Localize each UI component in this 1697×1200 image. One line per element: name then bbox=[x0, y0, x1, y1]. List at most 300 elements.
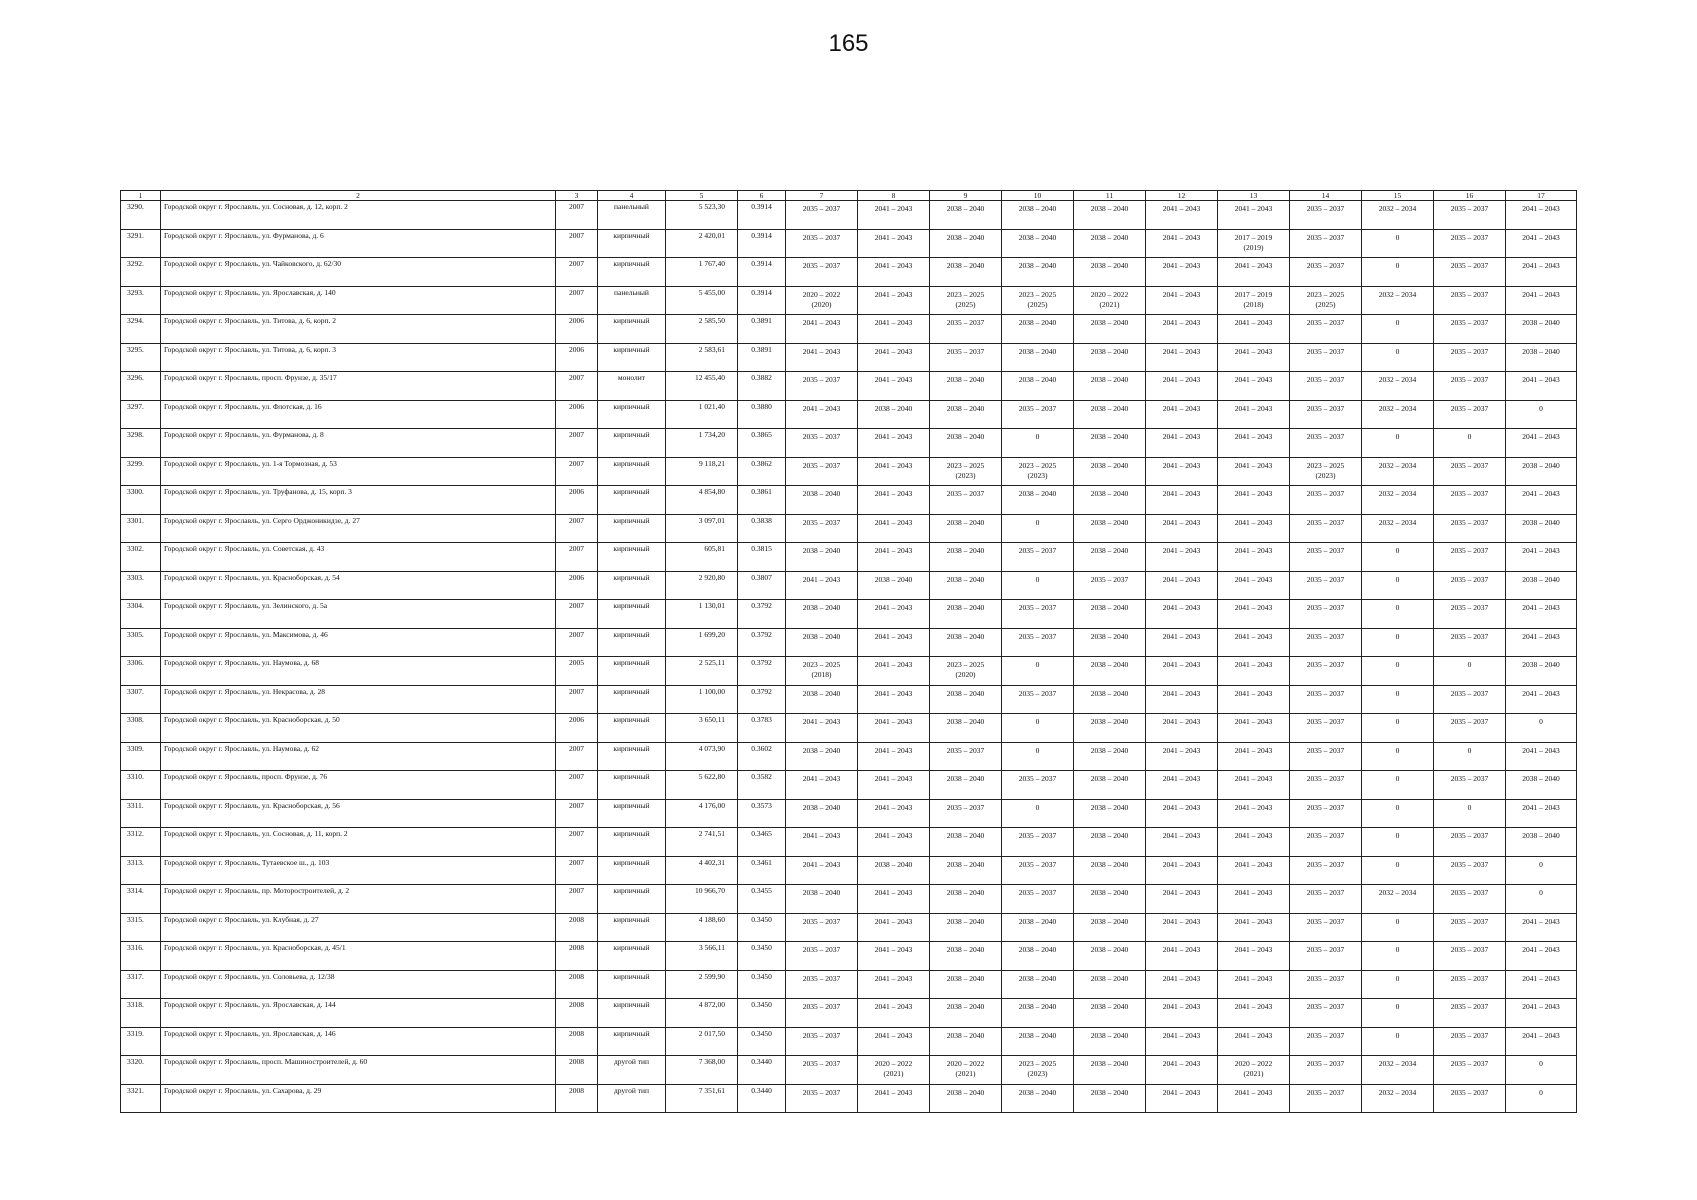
repair-period-value: 0 bbox=[1395, 916, 1400, 926]
repair-period-value: 2032 – 2034 bbox=[1378, 375, 1417, 384]
repair-period-cell bbox=[1218, 1084, 1290, 1113]
repair-period-cell bbox=[1434, 486, 1506, 515]
repair-period-value: 2041 – 2043 bbox=[1162, 774, 1201, 783]
repair-period-cell bbox=[1506, 742, 1577, 771]
repair-period-cell bbox=[1002, 258, 1074, 287]
year-cell: 2007 bbox=[556, 685, 598, 714]
repair-period-cell bbox=[1002, 343, 1074, 372]
repair-period-value: 2035 – 2037 bbox=[1018, 603, 1057, 612]
repair-period-cell bbox=[786, 429, 858, 458]
column-number-header: 5 bbox=[666, 191, 738, 201]
wall-material-cell: кирпичный bbox=[598, 600, 666, 629]
repair-period-value: 2041 – 2043 bbox=[1162, 546, 1201, 555]
repair-period-cell bbox=[1506, 1027, 1577, 1056]
repair-period-value: 2041 – 2043 bbox=[1522, 945, 1560, 954]
repair-period-cell bbox=[1362, 201, 1434, 230]
repair-period-value: 2038 – 2040 bbox=[1522, 517, 1560, 527]
repair-period-cell bbox=[1002, 486, 1074, 515]
wear-coefficient-cell: 0.3882 bbox=[738, 372, 786, 401]
repair-period-cell bbox=[1002, 1084, 1074, 1113]
wear-coefficient-cell: 0.3450 bbox=[738, 942, 786, 971]
wall-material-cell: кирпичный bbox=[598, 343, 666, 372]
repair-period-value: 2038 – 2040 bbox=[1522, 660, 1560, 669]
area-cell: 2 599,90 bbox=[666, 970, 738, 999]
repair-period-value: 2038 – 2040 bbox=[1090, 546, 1129, 555]
repair-period-cell bbox=[858, 742, 930, 771]
repair-period-value: 2032 – 2034 bbox=[1378, 204, 1417, 213]
repair-period-value: 2035 – 2037 bbox=[802, 1030, 841, 1040]
repair-period-value: 2038 – 2040 bbox=[946, 859, 985, 869]
repair-period-cell bbox=[858, 1084, 930, 1113]
repair-period-cell bbox=[1290, 885, 1362, 914]
repair-period-value: 2041 – 2043 bbox=[1234, 945, 1273, 954]
repair-period-cell bbox=[786, 600, 858, 629]
table-row bbox=[121, 457, 1577, 486]
repair-period-cell bbox=[1506, 1084, 1577, 1113]
repair-period-cell bbox=[1218, 286, 1290, 315]
repair-period-value: 2020 – 2022 bbox=[946, 1059, 985, 1068]
repair-period-value: 2041 – 2043 bbox=[1162, 802, 1201, 812]
wall-material-cell: кирпичный bbox=[598, 429, 666, 458]
area-cell: 3 097,01 bbox=[666, 514, 738, 543]
repair-period-value: 2041 – 2043 bbox=[1162, 1059, 1201, 1068]
repair-period-value: 2035 – 2037 bbox=[1018, 831, 1057, 840]
repair-period-value: 2041 – 2043 bbox=[1522, 232, 1560, 242]
repair-period-value: 2038 – 2040 bbox=[946, 546, 985, 555]
repair-period-value: 2038 – 2040 bbox=[1090, 375, 1129, 384]
repair-period-cell bbox=[1290, 229, 1362, 258]
repair-period-cell bbox=[786, 258, 858, 287]
repair-period-value: 0 bbox=[1035, 717, 1040, 726]
repair-period-cell bbox=[1362, 856, 1434, 885]
repair-period-cell bbox=[1362, 628, 1434, 657]
address-cell: Городской округ г. Ярославль, ул. Серго Орджоникидзе, д. 27 bbox=[161, 514, 556, 543]
repair-period-value: 2041 – 2043 bbox=[1234, 831, 1273, 840]
repair-period-cell bbox=[858, 1027, 930, 1056]
repair-period-value: 2035 – 2037 bbox=[946, 489, 985, 498]
repair-period-cell bbox=[1146, 999, 1218, 1028]
repair-period-value: 2041 – 2043 bbox=[874, 745, 913, 755]
repair-period-cell bbox=[1218, 201, 1290, 230]
wall-material-cell: кирпичный bbox=[598, 856, 666, 885]
repair-period-cell bbox=[930, 372, 1002, 401]
repair-period-cell bbox=[1002, 1027, 1074, 1056]
actual-repair-year: (2020) bbox=[955, 670, 976, 679]
repair-period-cell bbox=[1074, 1027, 1146, 1056]
repair-period-cell bbox=[1218, 942, 1290, 971]
repair-period-cell bbox=[1434, 258, 1506, 287]
wear-coefficient-cell: 0.3783 bbox=[738, 714, 786, 743]
wall-material-cell: кирпичный bbox=[598, 799, 666, 828]
repair-period-value: 2035 – 2037 bbox=[1306, 631, 1345, 641]
repair-period-value: 2035 – 2037 bbox=[1450, 631, 1489, 641]
repair-period-value: 2035 – 2037 bbox=[1450, 831, 1489, 840]
repair-period-value: 2038 – 2040 bbox=[1018, 1087, 1057, 1097]
repair-period-value: 2041 – 2043 bbox=[1234, 318, 1273, 327]
repair-period-cell bbox=[1290, 913, 1362, 942]
repair-period-cell bbox=[1218, 600, 1290, 629]
repair-period-value: 2035 – 2037 bbox=[1450, 1059, 1489, 1068]
repair-period-cell bbox=[786, 913, 858, 942]
repair-period-cell bbox=[1074, 942, 1146, 971]
repair-period-cell bbox=[1218, 685, 1290, 714]
table-row bbox=[121, 799, 1577, 828]
repair-period-value: 2038 – 2040 bbox=[1522, 346, 1560, 356]
repair-period-cell bbox=[858, 771, 930, 800]
year-cell: 2007 bbox=[556, 828, 598, 857]
table-row bbox=[121, 343, 1577, 372]
repair-period-cell bbox=[858, 885, 930, 914]
repair-period-value: 2041 – 2043 bbox=[802, 318, 841, 327]
repair-period-cell bbox=[1434, 913, 1506, 942]
repair-period-cell bbox=[1506, 258, 1577, 287]
repair-period-value: 2041 – 2043 bbox=[874, 774, 913, 783]
repair-period-cell bbox=[1362, 286, 1434, 315]
repair-period-cell bbox=[1362, 315, 1434, 344]
repair-period-cell bbox=[930, 913, 1002, 942]
repair-period-value: 2038 – 2040 bbox=[946, 945, 985, 954]
repair-period-cell bbox=[1290, 856, 1362, 885]
repair-period-cell bbox=[1074, 742, 1146, 771]
repair-period-value: 2035 – 2037 bbox=[1306, 831, 1345, 840]
area-cell: 3 650,11 bbox=[666, 714, 738, 743]
repair-period-value: 2035 – 2037 bbox=[946, 745, 985, 755]
area-cell: 10 966,70 bbox=[666, 885, 738, 914]
year-cell: 2007 bbox=[556, 600, 598, 629]
repair-period-cell bbox=[1506, 628, 1577, 657]
repair-period-value: 0 bbox=[1395, 1030, 1400, 1040]
table-row bbox=[121, 742, 1577, 771]
table-row bbox=[121, 1056, 1577, 1085]
area-cell: 1 699,20 bbox=[666, 628, 738, 657]
repair-period-cell bbox=[1074, 970, 1146, 999]
year-cell: 2007 bbox=[556, 628, 598, 657]
repair-period-value: 2041 – 2043 bbox=[1522, 916, 1560, 926]
repair-period-value: 2041 – 2043 bbox=[874, 318, 913, 327]
actual-repair-year: (2021) bbox=[1099, 299, 1120, 309]
repair-period-cell bbox=[1362, 543, 1434, 572]
repair-period-cell bbox=[1146, 514, 1218, 543]
repair-period-cell bbox=[1362, 229, 1434, 258]
address-cell: Городской округ г. Ярославль, ул. Клубная, д. 27 bbox=[161, 913, 556, 942]
repair-period-cell bbox=[1146, 885, 1218, 914]
repair-period-value: 2038 – 2040 bbox=[802, 489, 841, 498]
repair-period-value: 2041 – 2043 bbox=[1234, 916, 1273, 926]
repair-period-cell bbox=[1218, 514, 1290, 543]
repair-period-cell bbox=[1290, 685, 1362, 714]
repair-period-cell bbox=[1074, 201, 1146, 230]
wall-material-cell: кирпичный bbox=[598, 885, 666, 914]
table-row bbox=[121, 1027, 1577, 1056]
repair-period-value: 2041 – 2043 bbox=[1522, 1030, 1560, 1040]
repair-period-cell bbox=[1002, 913, 1074, 942]
repair-period-value: 2035 – 2037 bbox=[946, 318, 985, 327]
row-number-cell: 3312. bbox=[121, 828, 161, 857]
address-cell: Городской округ г. Ярославль, просп. Машиностроителей, д. 60 bbox=[161, 1056, 556, 1085]
wear-coefficient-cell: 0.3792 bbox=[738, 628, 786, 657]
repair-period-value: 2038 – 2040 bbox=[1090, 1002, 1129, 1011]
repair-period-value: 2035 – 2037 bbox=[1306, 318, 1345, 327]
repair-period-value: 2041 – 2043 bbox=[1162, 916, 1201, 926]
repair-period-cell bbox=[1506, 942, 1577, 971]
column-number-header: 4 bbox=[598, 191, 666, 201]
wall-material-cell: кирпичный bbox=[598, 571, 666, 600]
repair-period-value: 2041 – 2043 bbox=[1522, 375, 1560, 384]
repair-period-cell bbox=[1146, 229, 1218, 258]
repair-period-value: 2038 – 2040 bbox=[1090, 204, 1129, 213]
wall-material-cell: панельный bbox=[598, 201, 666, 230]
repair-period-cell bbox=[1002, 714, 1074, 743]
address-cell: Городской округ г. Ярославль, ул. Труфанова, д. 15, корп. 3 bbox=[161, 486, 556, 515]
repair-period-cell bbox=[930, 771, 1002, 800]
repair-period-cell bbox=[930, 885, 1002, 914]
repair-period-cell bbox=[858, 999, 930, 1028]
repair-period-cell bbox=[1434, 828, 1506, 857]
wall-material-cell: кирпичный bbox=[598, 970, 666, 999]
repair-period-cell bbox=[1290, 1027, 1362, 1056]
repair-period-cell bbox=[786, 828, 858, 857]
repair-period-cell bbox=[858, 913, 930, 942]
repair-period-value: 2038 – 2040 bbox=[1090, 261, 1129, 270]
repair-period-value: 2035 – 2037 bbox=[1306, 346, 1345, 356]
table-row bbox=[121, 828, 1577, 857]
repair-period-value: 2035 – 2037 bbox=[1450, 375, 1489, 384]
repair-period-cell bbox=[1146, 913, 1218, 942]
repair-period-cell bbox=[1074, 657, 1146, 686]
repair-period-cell bbox=[1002, 600, 1074, 629]
repair-period-value: 2035 – 2037 bbox=[1306, 1030, 1345, 1040]
repair-period-value: 2032 – 2034 bbox=[1378, 489, 1417, 498]
address-cell: Городской округ г. Ярославль, ул. Красноборская, д. 50 bbox=[161, 714, 556, 743]
repair-period-cell bbox=[1506, 486, 1577, 515]
repair-period-value: 2041 – 2043 bbox=[1234, 973, 1273, 983]
repair-period-cell bbox=[1290, 600, 1362, 629]
column-number-header: 16 bbox=[1434, 191, 1506, 201]
column-number-header: 10 bbox=[1002, 191, 1074, 201]
repair-period-value: 2035 – 2037 bbox=[1450, 546, 1489, 555]
repair-period-value: 2020 – 2022 bbox=[1090, 289, 1129, 299]
repair-period-cell bbox=[1218, 429, 1290, 458]
repair-period-cell bbox=[1218, 229, 1290, 258]
repair-period-cell bbox=[1290, 258, 1362, 287]
address-cell: Городской округ г. Ярославль, ул. Красноборская, д. 45/1 bbox=[161, 942, 556, 971]
repair-period-cell bbox=[1290, 657, 1362, 686]
repair-period-value: 2038 – 2040 bbox=[1018, 916, 1057, 926]
repair-period-value: 2032 – 2034 bbox=[1378, 289, 1417, 299]
wear-coefficient-cell: 0.3792 bbox=[738, 600, 786, 629]
repair-period-cell bbox=[1362, 714, 1434, 743]
repair-period-value: 2041 – 2043 bbox=[1162, 517, 1201, 527]
repair-period-cell bbox=[930, 258, 1002, 287]
repair-period-value: 2038 – 2040 bbox=[946, 432, 985, 441]
repair-period-cell bbox=[858, 457, 930, 486]
repair-period-cell bbox=[1506, 970, 1577, 999]
repair-period-value: 2032 – 2034 bbox=[1378, 403, 1417, 413]
repair-period-value: 0 bbox=[1395, 318, 1400, 327]
repair-period-cell bbox=[1434, 885, 1506, 914]
repair-period-cell bbox=[786, 999, 858, 1028]
address-cell: Городской округ г. Ярославль, ул. Соловьева, д. 12/38 bbox=[161, 970, 556, 999]
repair-period-value: 2038 – 2040 bbox=[1090, 774, 1129, 783]
year-cell: 2006 bbox=[556, 315, 598, 344]
area-cell: 4 188,60 bbox=[666, 913, 738, 942]
wall-material-cell: другой тип bbox=[598, 1056, 666, 1085]
repair-period-cell bbox=[1506, 201, 1577, 230]
repair-period-value: 2038 – 2040 bbox=[946, 1002, 985, 1011]
repair-period-cell bbox=[1074, 856, 1146, 885]
repair-period-cell bbox=[786, 742, 858, 771]
repair-period-value: 0 bbox=[1035, 432, 1040, 441]
row-number-cell: 3316. bbox=[121, 942, 161, 971]
repair-period-value: 2035 – 2037 bbox=[1306, 859, 1345, 869]
repair-period-cell bbox=[1002, 457, 1074, 486]
wall-material-cell: кирпичный bbox=[598, 315, 666, 344]
address-cell: Городской округ г. Ярославль, ул. Ярославская, д. 140 bbox=[161, 286, 556, 315]
row-number-cell: 3295. bbox=[121, 343, 161, 372]
repair-period-value: 2038 – 2040 bbox=[1018, 375, 1057, 384]
table-row bbox=[121, 372, 1577, 401]
repair-period-cell bbox=[1290, 771, 1362, 800]
wear-coefficient-cell: 0.3450 bbox=[738, 999, 786, 1028]
repair-period-value: 2041 – 2043 bbox=[1234, 546, 1273, 555]
repair-period-value: 2041 – 2043 bbox=[1162, 745, 1201, 755]
wall-material-cell: кирпичный bbox=[598, 942, 666, 971]
area-cell: 4 402,31 bbox=[666, 856, 738, 885]
repair-period-cell bbox=[930, 856, 1002, 885]
repair-period-cell bbox=[858, 828, 930, 857]
year-cell: 2008 bbox=[556, 913, 598, 942]
repair-period-cell bbox=[1218, 742, 1290, 771]
repair-period-value: 2041 – 2043 bbox=[1162, 831, 1201, 840]
address-cell: Городской округ г. Ярославль, ул. Ярославская, д. 144 bbox=[161, 999, 556, 1028]
table-row bbox=[121, 913, 1577, 942]
wear-coefficient-cell: 0.3861 bbox=[738, 486, 786, 515]
address-cell: Городской округ г. Ярославль, ул. Фурманова, д. 8 bbox=[161, 429, 556, 458]
repair-period-cell bbox=[1506, 657, 1577, 686]
address-cell: Городской округ г. Ярославль, ул. Наумова, д. 68 bbox=[161, 657, 556, 686]
year-cell: 2006 bbox=[556, 400, 598, 429]
repair-period-cell bbox=[1362, 885, 1434, 914]
repair-period-value: 0 bbox=[1035, 745, 1040, 755]
repair-period-cell bbox=[1362, 771, 1434, 800]
repair-period-cell bbox=[1218, 1027, 1290, 1056]
repair-period-cell bbox=[930, 486, 1002, 515]
repair-period-cell bbox=[1362, 514, 1434, 543]
repair-period-cell bbox=[930, 942, 1002, 971]
column-number-header: 3 bbox=[556, 191, 598, 201]
repair-period-cell bbox=[1146, 1027, 1218, 1056]
repair-period-cell bbox=[1290, 970, 1362, 999]
column-number-header: 14 bbox=[1290, 191, 1362, 201]
repair-period-value: 2038 – 2040 bbox=[946, 403, 985, 413]
repair-period-cell bbox=[1506, 913, 1577, 942]
repair-period-value: 2041 – 2043 bbox=[1234, 859, 1273, 869]
repair-period-value: 2023 – 2025 bbox=[1018, 1059, 1057, 1068]
repair-period-cell bbox=[1002, 742, 1074, 771]
repair-period-cell bbox=[1362, 1084, 1434, 1113]
address-cell: Городской округ г. Ярославль, ул. Титова, д. 6, корп. 2 bbox=[161, 315, 556, 344]
column-number-header: 2 bbox=[161, 191, 556, 201]
repair-period-value: 2020 – 2022 bbox=[1234, 1059, 1273, 1068]
repair-period-cell bbox=[930, 201, 1002, 230]
repair-period-value: 2041 – 2043 bbox=[1162, 888, 1201, 897]
repair-period-cell bbox=[1290, 999, 1362, 1028]
repair-period-value: 2038 – 2040 bbox=[1018, 1002, 1057, 1011]
repair-period-value: 2035 – 2037 bbox=[802, 261, 841, 270]
repair-period-cell bbox=[858, 571, 930, 600]
area-cell: 12 455,40 bbox=[666, 372, 738, 401]
repair-period-cell bbox=[1218, 1056, 1290, 1085]
repair-period-value: 2035 – 2037 bbox=[802, 1087, 841, 1097]
table-row bbox=[121, 400, 1577, 429]
area-cell: 1 021,40 bbox=[666, 400, 738, 429]
repair-period-value: 2041 – 2043 bbox=[1522, 973, 1560, 983]
repair-period-value: 2035 – 2037 bbox=[1450, 688, 1489, 698]
repair-period-value: 2035 – 2037 bbox=[1306, 204, 1345, 213]
repair-period-cell bbox=[1434, 343, 1506, 372]
repair-period-value: 2038 – 2040 bbox=[1090, 1059, 1129, 1068]
repair-period-value: 0 bbox=[1395, 688, 1400, 698]
repair-period-value: 2035 – 2037 bbox=[802, 460, 841, 470]
wall-material-cell: другой тип bbox=[598, 1084, 666, 1113]
row-number-cell: 3298. bbox=[121, 429, 161, 458]
repair-period-cell bbox=[1074, 400, 1146, 429]
repair-period-cell bbox=[1218, 400, 1290, 429]
repair-period-cell bbox=[1002, 571, 1074, 600]
wear-coefficient-cell: 0.3862 bbox=[738, 457, 786, 486]
repair-period-value: 2041 – 2043 bbox=[874, 660, 913, 669]
repair-period-cell bbox=[1362, 1027, 1434, 1056]
table-row bbox=[121, 885, 1577, 914]
repair-period-value: 2038 – 2040 bbox=[1090, 1030, 1129, 1040]
repair-period-value: 2041 – 2043 bbox=[874, 517, 913, 527]
column-number-header-row bbox=[121, 191, 1577, 201]
repair-period-value: 2038 – 2040 bbox=[1018, 346, 1057, 356]
repair-period-cell bbox=[1146, 942, 1218, 971]
wear-coefficient-cell: 0.3440 bbox=[738, 1084, 786, 1113]
repair-period-value: 0 bbox=[1539, 888, 1543, 897]
actual-repair-year: (2021) bbox=[1243, 1069, 1264, 1078]
repair-period-value: 2035 – 2037 bbox=[1450, 1087, 1489, 1097]
repair-period-value: 2038 – 2040 bbox=[1090, 432, 1129, 441]
repair-period-value: 2041 – 2043 bbox=[1522, 688, 1560, 698]
column-number-header: 9 bbox=[930, 191, 1002, 201]
repair-period-cell bbox=[1290, 543, 1362, 572]
repair-period-value: 2035 – 2037 bbox=[1306, 802, 1345, 812]
repair-period-value: 2038 – 2040 bbox=[946, 1030, 985, 1040]
repair-period-cell bbox=[858, 201, 930, 230]
repair-period-value: 2038 – 2040 bbox=[1090, 489, 1129, 498]
repair-period-cell bbox=[1434, 514, 1506, 543]
repair-period-value: 2041 – 2043 bbox=[1234, 489, 1273, 498]
row-number-cell: 3290. bbox=[121, 201, 161, 230]
area-cell: 7 368,00 bbox=[666, 1056, 738, 1085]
repair-period-cell bbox=[1074, 258, 1146, 287]
table-row bbox=[121, 258, 1577, 287]
repair-period-cell bbox=[1434, 1056, 1506, 1085]
repair-period-cell bbox=[1218, 856, 1290, 885]
repair-period-value: 2041 – 2043 bbox=[1162, 346, 1201, 356]
repair-period-cell bbox=[1434, 999, 1506, 1028]
repair-period-cell bbox=[1506, 372, 1577, 401]
actual-repair-year: (2018) bbox=[811, 670, 832, 679]
repair-period-cell bbox=[1002, 942, 1074, 971]
capital-repair-table-wrapper bbox=[120, 190, 1575, 1113]
row-number-cell: 3301. bbox=[121, 514, 161, 543]
repair-period-value: 2035 – 2037 bbox=[1450, 460, 1489, 470]
area-cell: 4 854,80 bbox=[666, 486, 738, 515]
repair-period-cell bbox=[1002, 828, 1074, 857]
